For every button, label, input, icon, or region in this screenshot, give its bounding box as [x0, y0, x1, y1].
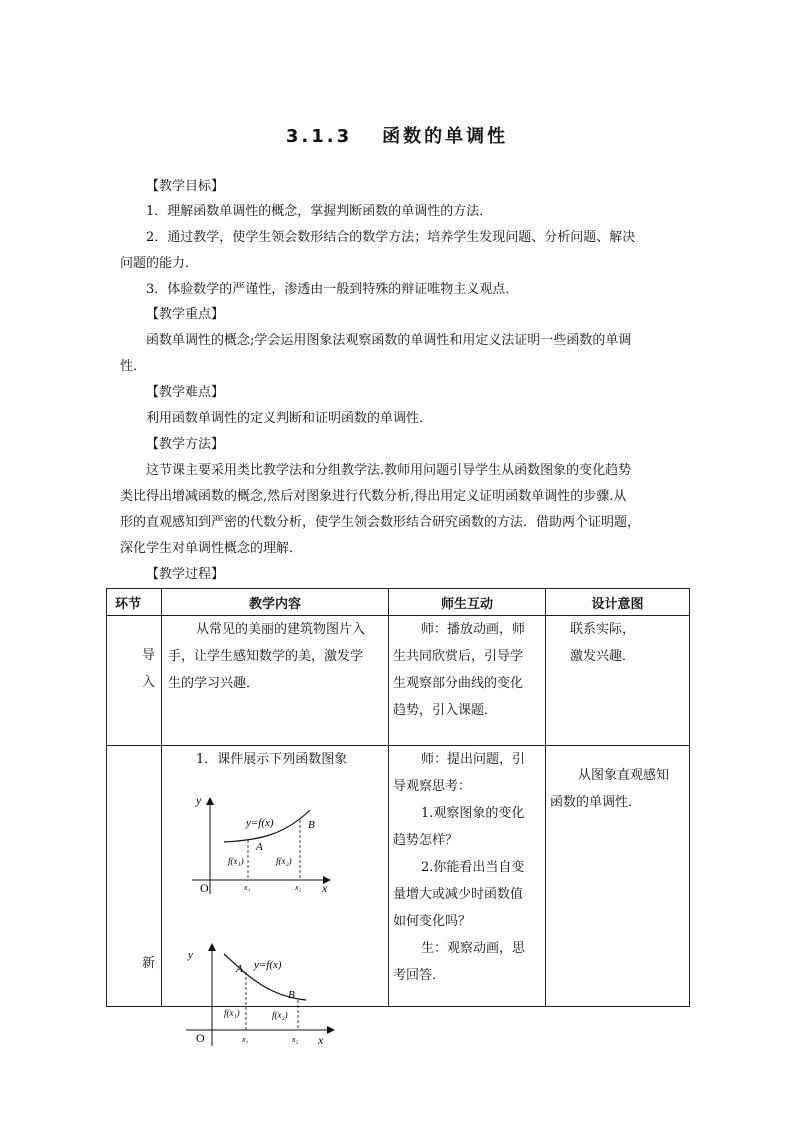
content-line: 手，让学生感知数学的美，激发学	[168, 649, 364, 664]
header-stage: 环节	[107, 589, 162, 616]
method-line-4: 深化学生对单调性概念的理解．	[120, 541, 303, 556]
content-line: 1．课件展示下列函数图象	[196, 752, 348, 767]
goals-heading: 【教学目标】	[146, 179, 225, 194]
function-label: y=f(x)	[254, 959, 282, 971]
table-row	[107, 616, 690, 746]
method-line-2: 类比得出增减函数的概念,然后对图象进行代数分析,得出用定义证明函数单调性的步骤.从	[120, 489, 627, 504]
interaction-line: 导观察思考：	[393, 779, 472, 794]
intent-line: 联系实际，	[570, 622, 636, 637]
stage-text-1: 导	[141, 648, 155, 663]
key-line-2: 性．	[120, 359, 147, 374]
x1-label: x₁	[242, 1035, 249, 1044]
intent-cell	[546, 616, 690, 746]
y-axis-label: y	[188, 949, 193, 961]
y-axis-label: y	[196, 793, 202, 807]
key-line-1: 函数单调性的概念;学会运用图象法观察函数的单调性和用定义法证明一些函数的单调	[146, 333, 632, 348]
interaction-line: 生：观察动画，思	[421, 941, 526, 956]
interaction-line: 考回答．	[393, 968, 446, 983]
decreasing-function-graph	[178, 940, 348, 1052]
method-heading: 【教学方法】	[146, 437, 225, 452]
content-cell	[162, 616, 389, 746]
point-a-label: A	[256, 841, 263, 853]
interaction-cell	[389, 746, 546, 1007]
x2-label: x₂	[292, 1035, 299, 1044]
difficulty-heading: 【教学难点】	[146, 385, 225, 400]
fx2-label: f(x₂)	[272, 1010, 288, 1020]
section-title: 函数的单调性	[382, 126, 509, 147]
x-axis-label: x	[322, 881, 328, 895]
process-heading: 【教学过程】	[146, 567, 225, 582]
interaction-line: 趋势，引入课题．	[393, 703, 498, 718]
header-interaction: 师生互动	[389, 589, 546, 616]
x-axis-label: x	[318, 1033, 324, 1047]
intent-cell	[546, 746, 690, 1007]
interaction-cell	[389, 616, 546, 746]
stage-text: 新	[141, 956, 155, 971]
stage-cell	[107, 746, 162, 1007]
fx2-label: f(x₂)	[276, 856, 292, 866]
goal-1: 1．理解函数单调性的概念，掌握判断函数的单调性的方法．	[146, 204, 493, 219]
stage-cell	[107, 616, 162, 746]
interaction-line: 如何变化吗？	[393, 914, 472, 929]
interaction-line: 生共同欣赏后，引导学	[393, 649, 524, 664]
increasing-function-graph	[188, 788, 348, 900]
intent-line: 激发兴趣．	[570, 649, 636, 664]
interaction-line: 2.你能看出当自变	[421, 860, 525, 875]
interaction-line: 师：提出问题，引	[421, 752, 526, 767]
function-label: y=f(x)	[246, 817, 274, 829]
page-title	[0, 122, 794, 148]
key-heading: 【教学重点】	[146, 307, 225, 322]
origin-label: O	[196, 1031, 205, 1045]
header-intent: 设计意图	[546, 589, 690, 616]
method-line-3: 形的直观感知到严密的代数分析，使学生领会数形结合研究函数的方法．借助两个证明题，	[120, 515, 641, 530]
fx1-label: f(x₁)	[228, 856, 244, 866]
goal-3: 3．体验数学的严谨性，渗透由一般到特殊的辩证唯物主义观点．	[146, 282, 519, 297]
goal-2-line-1: 2．通过教学，使学生领会数形结合的数学方法；培养学生发现问题、分析问题、解决	[146, 230, 636, 245]
intent-line: 从图象直观感知	[578, 768, 670, 783]
x2-label: x₂	[295, 883, 302, 892]
interaction-line: 生观察部分曲线的变化	[393, 676, 524, 691]
difficulty-text: 利用函数单调性的定义判断和证明函数的单调性．	[146, 411, 433, 426]
content-line: 从常见的美丽的建筑物图片入	[196, 622, 366, 637]
intent-line: 函数的单调性．	[550, 795, 642, 810]
point-b-label: B	[308, 819, 315, 831]
header-content: 教学内容	[162, 589, 389, 616]
point-b-label: B	[288, 989, 295, 1001]
interaction-line: 量增大或减少时函数值	[393, 887, 524, 902]
fx1-label: f(x₁)	[224, 1008, 240, 1018]
x1-label: x₁	[244, 883, 251, 892]
table-header-row	[107, 589, 690, 616]
stage-text-2: 入	[141, 675, 155, 690]
interaction-line: 师：播放动画，师	[421, 622, 526, 637]
goal-2-line-2: 问题的能力．	[120, 256, 199, 271]
section-number: 3.1.3	[285, 126, 353, 147]
content-line: 生的学习兴趣．	[168, 676, 260, 691]
interaction-line: 1.观察图象的变化	[421, 806, 525, 821]
point-a-label: A	[236, 963, 243, 975]
origin-label: O	[200, 881, 209, 895]
method-line-1: 这节课主要采用类比教学法和分组教学法.教师用问题引导学生从函数图象的变化趋势	[146, 463, 632, 478]
interaction-line: 趋势怎样？	[393, 833, 459, 848]
